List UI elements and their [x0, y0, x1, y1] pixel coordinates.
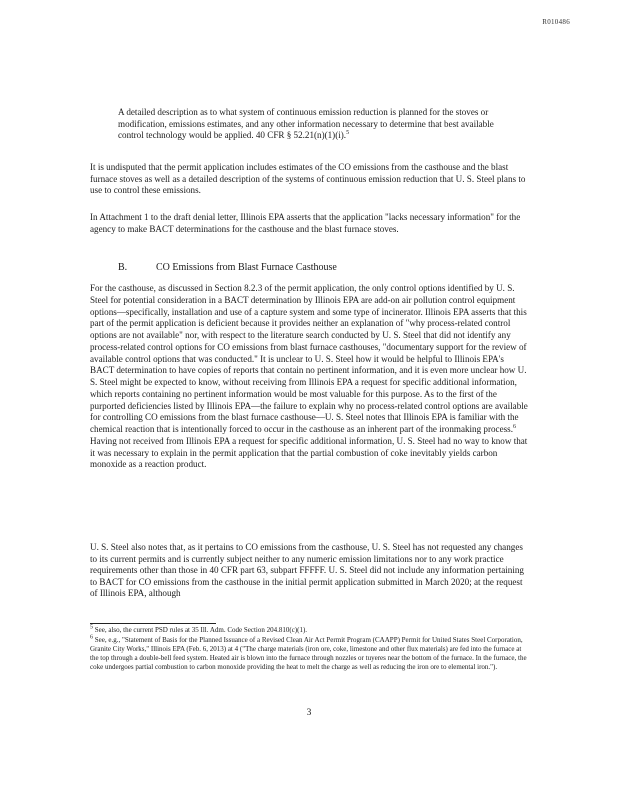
section-title: CO Emissions from Blast Furnace Casthouse	[156, 262, 337, 273]
footnote-5-mark: 5	[90, 624, 93, 631]
quote-text: A detailed description as to what system of continuous emission reduction is planned for the stoves or modification, emissions estimates, and any other information necessary to determine that best available control technology would be applied. 40 CFR § 52.21(n)(1)(i).	[118, 107, 494, 140]
footnote-ref-6: 6	[512, 423, 516, 430]
block-quote	[118, 107, 510, 142]
paragraph-3	[90, 283, 530, 471]
paragraph-3-part-1: For the casthouse, as discussed in Section 8.2.3 of the permit application, the only control options identified by U. S. Steel for potential consideration in a BACT determination by Illinois EPA are add-on air pollution control equipment options—specifically, installation and use of a capture system and some type of incinerator. Illinois EPA asserts that this part of the permit application is deficient because it provides neither an explanation of "why process-related control options are not available" nor, with respect to the literature search conducted by U. S. Steel that did not identify any process-related control options for CO emissions from blast furnace casthouses, "documentary support for the review of available control options that was conducted." It is unclear to U. S. Steel how it would be helpful to Illinois EPA's BACT determination to have copies of reports that contain no pertinent information, and it is even more unclear how U. S. Steel might be expected to know, without receiving from Illinois EPA a request for specific additional information, which reports containing no pertinent information would be most valuable for this purpose. As to the first of the purported deficiencies listed by Illinois EPA—the failure to explain why no process-related control options are available for controlling CO emissions from the blast furnace casthouse—U. S. Steel notes that Illinois EPA is familiar with the chemical reaction that is intentionally forced to occur in the casthouse as an inherent part of the ironmaking process.	[90, 283, 528, 434]
paragraph-4: U. S. Steel also notes that, as it pertains to CO emissions from the casthouse, U. S. Steel has not requested any changes to its current permits and is currently subject neither to any numeric emission limitations nor to any work practice requirements other than those in 40 CFR part 63, subpart FFFFF. U. S. Steel did not include any information pertaining to BACT for CO emissions from the casthouse in the initial permit application submitted in March 2020; at the request of Illinois EPA, although	[90, 542, 524, 599]
section-number: B.	[118, 262, 128, 273]
page-number: 3	[306, 708, 312, 718]
footnote-separator	[90, 623, 216, 624]
section-heading	[118, 262, 337, 273]
paragraph-3-part-2: Having not received from Illinois EPA a request for specific additional information, U. S. Steel had no way to know that it was necessary to explain in the permit application that the partial combustion of coke inevitably yields carbon monoxide as a reaction product.	[90, 435, 528, 470]
footnote-5	[90, 626, 530, 635]
paragraph-1: It is undisputed that the permit application includes estimates of the CO emissions from the casthouse and the blast furnace stoves as well as a detailed description of the systems of continuous emission reduction that U. S. Steel plans to use to control these emissions.	[90, 162, 526, 196]
footnote-6-mark: 6	[90, 634, 93, 641]
footnote-6-text: See, e.g., "Statement of Basis for the Planned Issuance of a Revised Clean Air Act Permit Program (CAAPP) Permit for United States Steel Corporation, Granite City Works," Illinois EPA (Feb. 6, 2013) at 4 ("The charge materials (iron ore, coke, limestone and other flux materials) are fed into the furnace at the top through a double-bell feed system. Heated air is blown into the furnace through nozzles or tuyeres near the bottom of the furnace. In the furnace, the coke undergoes partial combustion to carbon monoxide providing the heat to melt the charge as well as reducing the iron ore to elemental iron.").	[90, 636, 527, 671]
footnote-ref-5: 5	[346, 129, 350, 136]
paragraph-2: In Attachment 1 to the draft denial letter, Illinois EPA asserts that the application "lacks necessary information" for the agency to make BACT determinations for the casthouse and the blast furnace stoves.	[90, 212, 521, 234]
document-id: R010486	[542, 18, 570, 26]
footnote-5-text: See, also, the current PSD rules at 35 Ill. Adm. Code Section 204.810(c)(1).	[93, 626, 308, 634]
footnote-6	[90, 636, 530, 672]
